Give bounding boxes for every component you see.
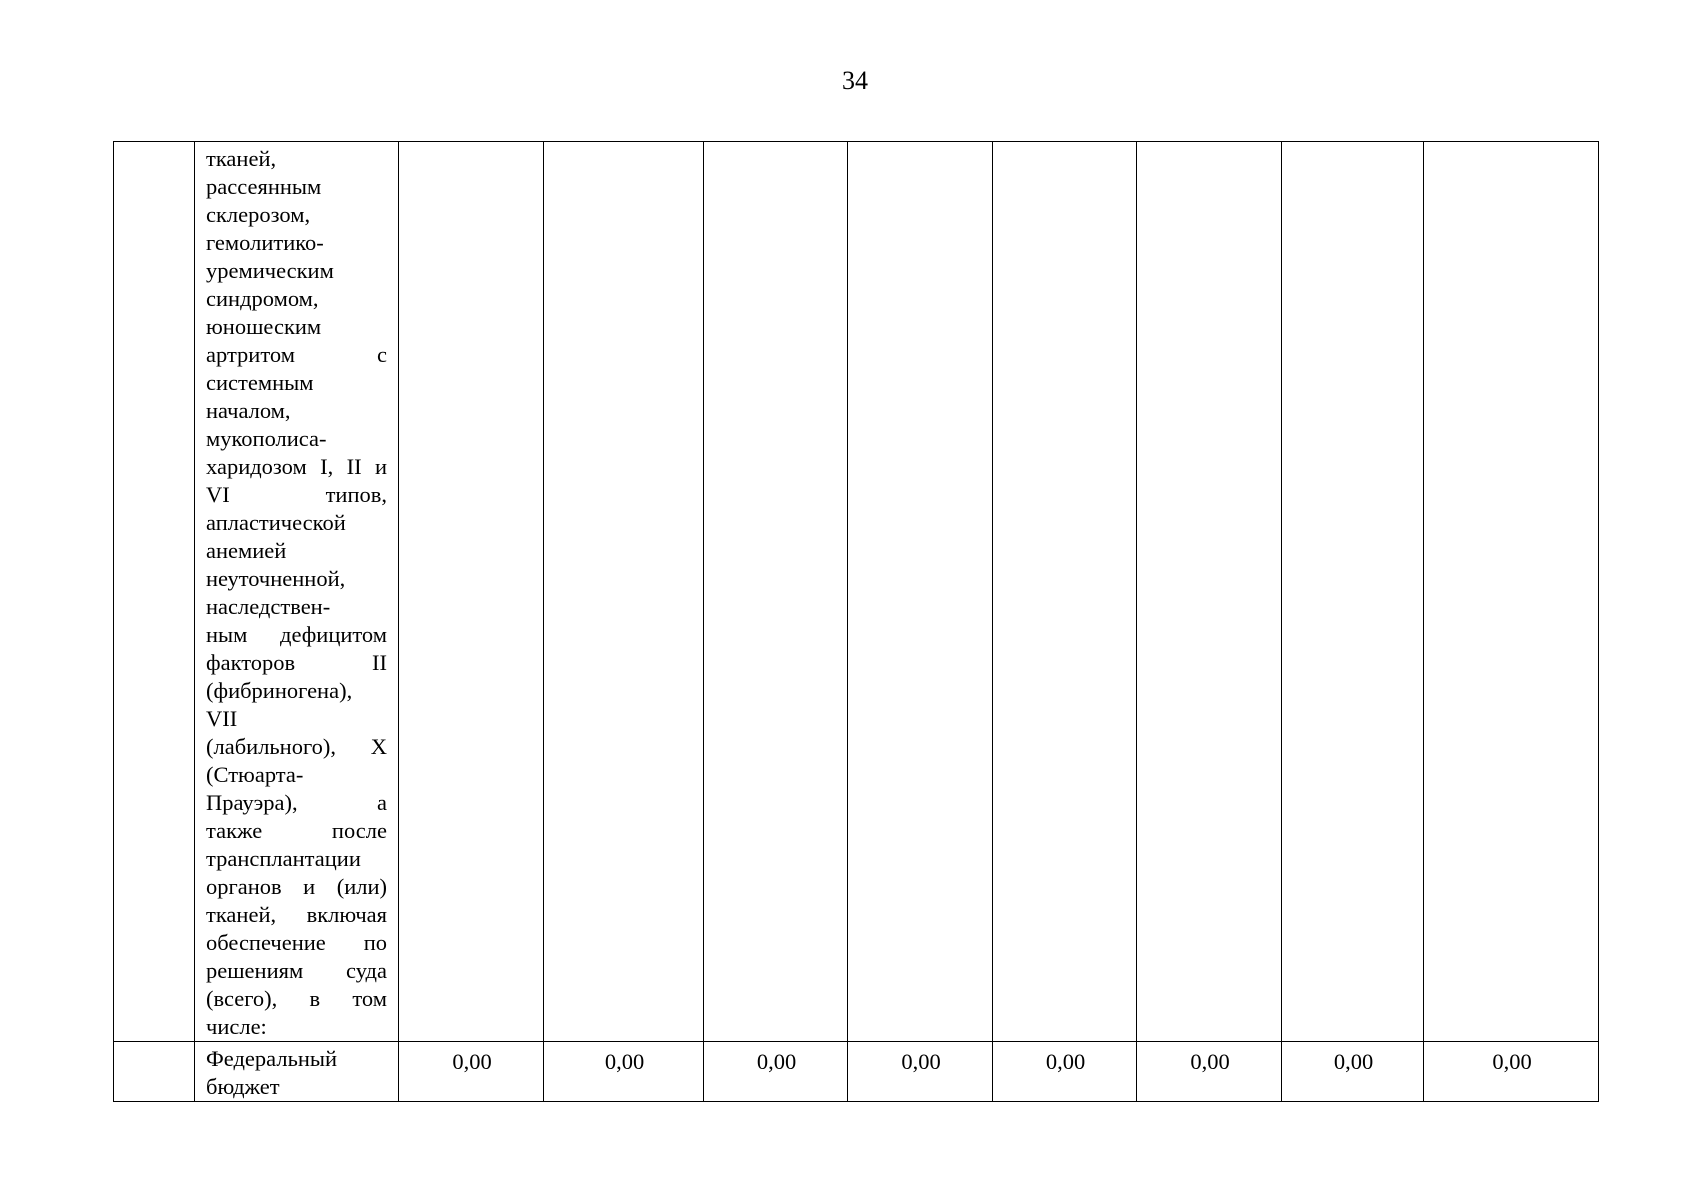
description-line: гемолитико- (206, 230, 324, 255)
table-row-description (114, 142, 1599, 1042)
value-cell: 0,00 (1424, 1042, 1599, 1102)
description-line: органов и (или) (206, 874, 387, 899)
value-cell: 0,00 (848, 1042, 993, 1102)
description-line: числе: (206, 1014, 267, 1039)
value-cell-empty (1424, 142, 1599, 1042)
page-number: 34 (842, 66, 868, 95)
value-cell-empty (544, 142, 704, 1042)
value-cell-empty (1282, 142, 1424, 1042)
description-line: (Стюарта- (206, 762, 304, 787)
description-line: началом, (206, 398, 291, 423)
budget-label-cell (195, 1042, 399, 1102)
description-line: VII (206, 706, 238, 731)
value-cell-empty (1137, 142, 1282, 1042)
description-line: VI типов, (206, 482, 387, 507)
description-line: неуточненной, (206, 566, 346, 591)
description-line: артритом с (206, 342, 387, 367)
program-funding-table (113, 141, 1599, 1102)
description-line: тканей, включая (206, 902, 387, 927)
description-line: Прауэра), а (206, 790, 387, 815)
description-line: (лабильного), X (206, 734, 387, 759)
description-line: решениям суда (206, 958, 387, 983)
value-cell: 0,00 (704, 1042, 848, 1102)
description-line: факторов II (206, 650, 387, 675)
description-line: рассеянным (206, 174, 322, 199)
description-line: апластической (206, 510, 346, 535)
value-cell: 0,00 (1282, 1042, 1424, 1102)
description-line: трансплантации (206, 846, 361, 871)
description-line: харидозом I, II и (206, 454, 387, 479)
description-line: склерозом, (206, 202, 311, 227)
budget-label-line: бюджет (206, 1074, 280, 1099)
value-cell-empty (993, 142, 1137, 1042)
description-line: ным дефицитом (206, 622, 387, 647)
description-line: обеспечение по (206, 930, 387, 955)
description-line: уремическим (206, 258, 334, 283)
description-line: юношеским (206, 314, 322, 339)
description-cell (195, 142, 399, 1042)
description-line: тканей, (206, 146, 277, 171)
description-line: анемией (206, 538, 287, 563)
value-cell: 0,00 (399, 1042, 544, 1102)
value-cell: 0,00 (544, 1042, 704, 1102)
row-number-cell (114, 1042, 195, 1102)
row-number-cell (114, 142, 195, 1042)
value-cell-empty (399, 142, 544, 1042)
value-cell-empty (704, 142, 848, 1042)
table-row-federal-budget (114, 1042, 1599, 1102)
value-cell: 0,00 (1137, 1042, 1282, 1102)
description-line: (фибриногена), (206, 678, 353, 703)
value-cell: 0,00 (993, 1042, 1137, 1102)
description-line: мукополиса- (206, 426, 327, 451)
description-line: (всего), в том (206, 986, 387, 1011)
description-line: синдромом, (206, 286, 319, 311)
value-cell-empty (848, 142, 993, 1042)
description-line: системным (206, 370, 314, 395)
description-line: также после (206, 818, 387, 843)
description-line: наследствен- (206, 594, 331, 619)
budget-label-line: Федеральный (206, 1046, 338, 1071)
